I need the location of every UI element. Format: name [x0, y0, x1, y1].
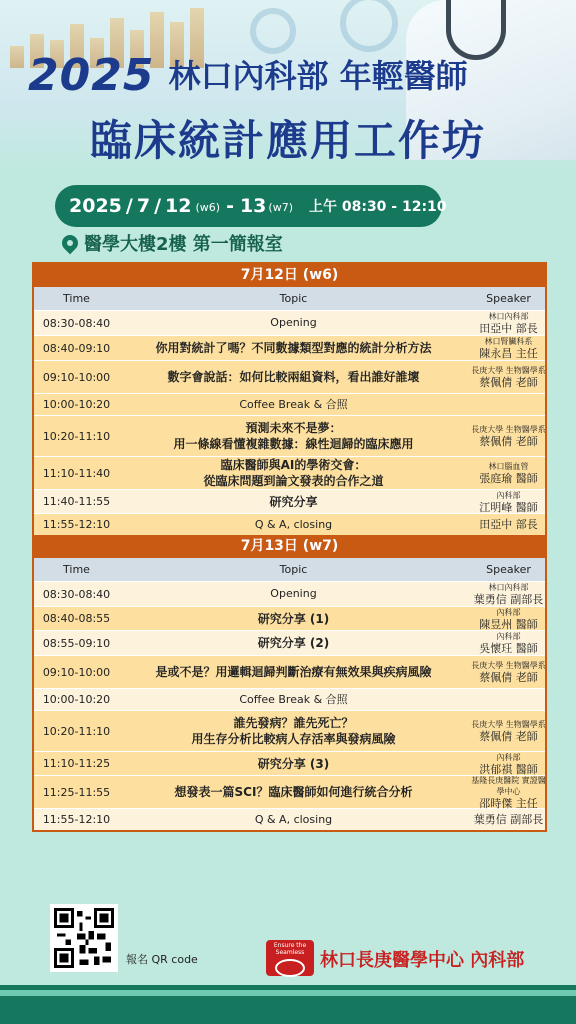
speaker-affiliation: 長庚大學 生物醫學系	[471, 720, 546, 729]
footer-stripe	[0, 990, 576, 996]
session-time: 09:10-10:00	[42, 370, 111, 384]
speaker-name: 蔡佩倩 老師	[479, 671, 538, 684]
schedule-table	[32, 262, 547, 832]
table-row	[34, 415, 545, 456]
session-time: 08:55-09:10	[42, 636, 111, 650]
date-bar	[55, 185, 447, 227]
column-header-row	[34, 558, 545, 581]
session-time: 08:40-09:10	[42, 341, 111, 355]
date-week-end: (w7)	[268, 201, 293, 214]
table-row	[34, 606, 545, 630]
background-ring	[340, 0, 398, 52]
session-topic	[119, 457, 468, 489]
institution-name: 林口長庚醫學中心 內科部	[320, 950, 525, 971]
session-topic	[119, 369, 468, 385]
session-topic	[119, 340, 468, 356]
table-row	[34, 581, 545, 606]
session-topic	[119, 756, 468, 772]
session-topic	[119, 420, 468, 452]
speaker	[468, 518, 549, 531]
speaker	[468, 752, 549, 776]
speaker	[468, 336, 549, 360]
session-topic-line1: 研究分享	[269, 494, 318, 509]
session-topic	[119, 586, 468, 602]
speaker-affiliation: 長庚大學 生物醫學系	[471, 425, 546, 434]
speaker-name: 洪郁祺 醫師	[479, 762, 538, 776]
table-row	[34, 456, 545, 489]
session-topic	[119, 494, 468, 510]
table-row	[34, 360, 545, 393]
table-row	[34, 710, 545, 751]
day-header: 7月13日 (w7)	[34, 535, 545, 558]
table-row	[34, 310, 545, 335]
session-time: 11:10-11:40	[42, 466, 111, 480]
background-ring	[250, 8, 296, 54]
logo-text: Ensure the Seamless	[273, 942, 307, 956]
speaker	[468, 631, 549, 655]
session-topic	[119, 784, 468, 800]
speaker	[468, 660, 549, 684]
session-topic	[119, 635, 468, 651]
event-time: 上午 08:30 - 12:10	[308, 199, 447, 215]
session-topic-line2: 從臨床問題到論文發表的合作之道	[203, 474, 384, 488]
session-topic	[119, 517, 468, 533]
speaker-name: 田亞中 部長	[479, 322, 538, 335]
session-topic-line1: 臨床醫師與AI的學術交會：	[220, 458, 367, 472]
session-time: 10:00-10:20	[42, 693, 111, 706]
column-header-topic: Topic	[279, 562, 308, 576]
session-time: 11:25-11:55	[42, 785, 111, 799]
header-year: 2025	[28, 50, 155, 101]
speaker-affiliation: 長庚大學 生物醫學系	[471, 661, 546, 670]
session-topic-line1: Q & A, closing	[254, 517, 333, 531]
session-topic	[119, 812, 468, 828]
date-dash: -	[226, 195, 234, 217]
session-topic-line1: Q & A, closing	[254, 812, 333, 826]
session-topic-line1: 研究分享 (3)	[257, 756, 330, 771]
logo-emblem-icon	[275, 959, 305, 977]
speaker-name: 葉勇信 副部長	[473, 593, 544, 606]
session-topic-line1: Opening	[270, 316, 317, 329]
day-header: 7月12日 (w6)	[34, 264, 545, 287]
table-row	[34, 808, 545, 830]
session-topic-line1: 預測未來不是夢：	[245, 421, 342, 435]
session-time: 08:30-08:40	[42, 587, 111, 601]
speaker-name: 葉勇信 副部長	[473, 813, 544, 826]
speaker-name: 陳昱州 醫師	[479, 617, 538, 631]
speaker-name: 蔡佩倩 老師	[479, 435, 538, 448]
table-row	[34, 655, 545, 688]
session-time: 11:55-12:10	[42, 813, 111, 826]
session-topic-line1: Coffee Break & 合照	[239, 397, 348, 411]
date-month: 7	[136, 195, 151, 217]
date-week-start: (w6)	[195, 201, 221, 214]
table-row	[34, 393, 545, 415]
session-topic	[119, 397, 468, 413]
session-topic	[119, 664, 468, 680]
speaker	[468, 365, 549, 389]
speaker-affiliation: 林口腎臟科系	[484, 337, 533, 346]
table-row	[34, 630, 545, 655]
speaker	[468, 490, 549, 514]
speaker-name: 田亞中 部長	[479, 518, 538, 531]
session-time: 11:10-11:25	[42, 757, 111, 770]
session-topic	[119, 692, 468, 708]
session-topic-line1: 數字會說話：如何比較兩組資料，看出誰好誰壞	[167, 370, 420, 384]
speaker-name: 邵時傑 主任	[479, 796, 538, 810]
speaker-affiliation: 林口內科部	[488, 312, 529, 321]
session-topic	[119, 611, 468, 627]
location-text: 醫學大樓2樓 第一簡報室	[84, 234, 283, 255]
speaker	[468, 607, 549, 631]
session-topic-line1: 研究分享 (2)	[257, 636, 330, 650]
speaker-affiliation: 內科部	[496, 607, 521, 617]
column-header-row	[34, 287, 545, 310]
session-time: 08:40-08:55	[42, 612, 111, 625]
speaker-name: 江明峰 醫師	[479, 500, 538, 514]
session-topic	[119, 715, 468, 747]
table-row	[34, 489, 545, 513]
session-topic-line1: 誰先發病？誰先死亡？	[233, 716, 354, 730]
speaker	[468, 461, 549, 485]
qr-label: 報名 QR code	[126, 953, 198, 966]
qr-code-icon[interactable]	[50, 904, 118, 972]
session-topic-line1: Opening	[270, 587, 317, 600]
date-day-end: 13	[239, 195, 267, 217]
session-time: 10:20-11:10	[42, 724, 111, 738]
speaker	[468, 813, 549, 826]
speaker	[468, 582, 549, 606]
session-topic-line2: 用生存分析比較病人存活率與發病風險	[191, 732, 396, 746]
speaker-affiliation: 長庚大學 生物醫學系	[471, 366, 546, 375]
column-header-time: Time	[63, 563, 90, 576]
table-row	[34, 688, 545, 710]
speaker-affiliation: 內科部	[496, 490, 521, 500]
session-topic-line1: 是或不是？用邏輯迴歸判斷治療有無效果與疾病風險	[155, 665, 432, 679]
table-row	[34, 513, 545, 535]
table-row	[34, 335, 545, 360]
session-topic	[119, 315, 468, 331]
session-time: 10:00-10:20	[42, 398, 111, 411]
speaker-name: 陳永昌 主任	[479, 347, 538, 360]
map-pin-icon	[59, 232, 82, 255]
column-header-speaker: Speaker	[486, 563, 531, 576]
session-time: 09:10-10:00	[42, 665, 111, 679]
column-header-speaker: Speaker	[486, 292, 531, 305]
location	[62, 230, 283, 256]
speaker-affiliation: 基隆長庚醫院 實證醫學中心	[471, 775, 546, 796]
speaker	[468, 775, 549, 810]
date-day-start: 12	[165, 195, 192, 217]
speaker-affiliation: 林口內科部	[488, 583, 529, 592]
table-row	[34, 751, 545, 775]
session-time: 11:40-11:55	[42, 495, 111, 508]
date-slash: /	[154, 195, 162, 217]
table-row	[34, 775, 545, 808]
date-slash: /	[125, 195, 133, 217]
speaker-affiliation: 林口腦血管	[488, 462, 529, 471]
column-header-time: Time	[63, 292, 90, 305]
speaker-name: 蔡佩倩 老師	[479, 376, 538, 389]
date-year: 2025	[69, 195, 122, 217]
hero-banner	[0, 0, 576, 172]
speaker-affiliation: 內科部	[496, 632, 521, 641]
session-topic-line1: 你用對統計了嗎？不同數據類型對應的統計分析方法	[155, 341, 432, 355]
speaker-name: 蔡佩倩 老師	[479, 730, 538, 743]
speaker-name: 張庭瑜 醫師	[479, 472, 538, 485]
speaker	[468, 424, 549, 448]
session-topic-line1: 研究分享 (1)	[257, 611, 330, 626]
session-time: 11:55-12:10	[42, 518, 111, 531]
session-time: 08:30-08:40	[42, 316, 111, 330]
speaker-name: 吳懷玨 醫師	[479, 642, 538, 655]
speaker	[468, 719, 549, 743]
speaker-affiliation: 內科部	[496, 752, 521, 762]
header-line1	[28, 50, 468, 101]
header-subtitle: 林口內科部 年輕醫師	[168, 57, 468, 95]
session-topic-line1: 想發表一篇SCI？臨床醫師如何進行統合分析	[174, 785, 413, 799]
session-topic-line1: Coffee Break & 合照	[239, 692, 348, 706]
session-time: 10:20-11:10	[42, 429, 111, 443]
column-header-topic: Topic	[279, 291, 308, 305]
speaker	[468, 311, 549, 335]
hospital-logo	[266, 940, 314, 976]
page-title: 臨床統計應用工作坊	[89, 116, 486, 165]
session-topic-line2: 用一條線看懂複雜數據：線性迴歸的臨床應用	[173, 437, 414, 451]
